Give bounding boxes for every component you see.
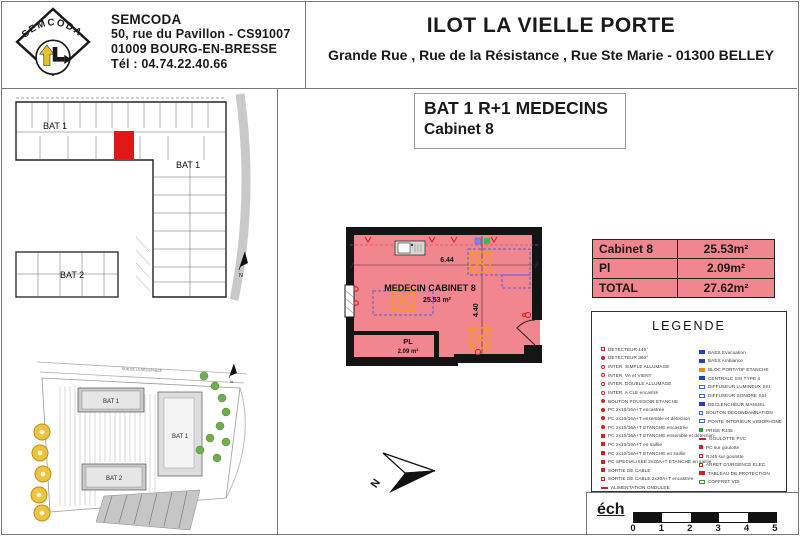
area-row-label: Cabinet 8 (593, 240, 678, 259)
sink-unit (395, 241, 425, 255)
north-letter: N (368, 476, 384, 491)
closet-name-label: PL (403, 337, 413, 346)
legend-item-label: PC 2x10/16A+T encastrée (608, 407, 665, 413)
legend-symbol-icon (601, 468, 605, 472)
legend-symbol-icon (601, 434, 605, 438)
left-column-divider (277, 88, 278, 534)
legend-item-label: INTER. SIMPLE ALLUMAGE (608, 364, 670, 370)
company-name: SEMCODA (111, 12, 182, 27)
legend-symbol-icon (699, 411, 703, 415)
legend-symbol-icon (601, 460, 605, 464)
legend-symbol-icon (699, 402, 705, 406)
legend-symbol-icon (601, 365, 605, 369)
legend-item (601, 457, 714, 466)
legend-symbol-icon (699, 463, 703, 467)
sheet-title-box (414, 93, 626, 149)
room-name-label: MEDECIN CABINET 8 (384, 283, 476, 293)
legend-symbol-icon (699, 445, 703, 449)
legend-item (601, 466, 714, 475)
closet-area-label: 2.09 m² (397, 349, 419, 355)
key-plan-hatch (136, 237, 150, 291)
legend-item (601, 345, 714, 354)
room-area-label: 25.53 m² (422, 297, 452, 304)
legend-item (601, 362, 714, 371)
room-floor-fill (348, 229, 540, 363)
legend-symbol-icon (601, 477, 605, 481)
legend-item (699, 408, 782, 417)
legend-item-label: DETECTEUR 140° (608, 346, 649, 352)
project-title: ILOT LA VIELLE PORTE (426, 14, 676, 37)
legend-item (601, 423, 714, 432)
legend-item (699, 357, 782, 366)
scale-segment (691, 513, 719, 522)
area-row-value: 27.62m² (678, 278, 775, 297)
legend-item (601, 354, 714, 363)
legend-item (601, 449, 714, 458)
site-plan-bat2-building (82, 464, 146, 490)
legend-item-label: BLOC PORTATIF ETANCHE (708, 367, 769, 373)
legend-symbol-icon (601, 408, 605, 412)
legend-right-column (699, 348, 782, 486)
legend-title: LEGENDE (652, 319, 726, 333)
area-row-value: 2.09m² (678, 259, 775, 278)
scale-segment (634, 513, 662, 522)
north-arrow-icon (365, 443, 443, 505)
legend-symbol-icon (601, 416, 605, 420)
legend-symbol-icon (699, 368, 705, 372)
area-row-label: Pl (593, 259, 678, 278)
legend-item (601, 388, 714, 397)
legend-symbol-icon (601, 347, 605, 351)
legend-item (601, 440, 714, 449)
legend-symbol-icon (601, 399, 605, 403)
company-address-block (111, 12, 290, 72)
project-title-block (306, 14, 796, 63)
legend-symbol-icon (699, 480, 705, 484)
scale-tick-label: 5 (772, 523, 778, 534)
scale-bar-box (586, 492, 798, 534)
company-address-line2: 01009 BOURG-EN-BRESSE (111, 42, 278, 56)
legend-symbol-icon (699, 394, 705, 398)
legend-item-label: BAES Evacuation (708, 349, 746, 355)
site-plan (12, 350, 277, 534)
legend-symbol-icon (699, 438, 706, 440)
legend-item-label: PC sur goulotte (706, 444, 740, 450)
legend-item-label: RJ45 sur goulotte (706, 453, 744, 459)
legend-item-label: CENTRALE SSI TYPE 4 (708, 375, 761, 381)
legend-item-label: PC 2x10/16A+T ensemble et détection (608, 415, 691, 421)
legend-item (601, 380, 714, 389)
legend-item (699, 348, 782, 357)
legend-symbol-icon (601, 356, 605, 360)
legend-item-label: PC 2x10/16A+T en saillie (608, 441, 663, 447)
legend-item-label: ARRET D'URGENCE ELEC. (706, 462, 767, 468)
site-plan-label-bat1-right: BAT 1 (171, 434, 189, 440)
scale-bar (633, 512, 777, 523)
legend-symbol-icon (601, 451, 605, 455)
legend-symbol-icon (601, 487, 608, 489)
legend-symbol-icon (699, 454, 703, 458)
legend-item-label: DETECTEUR 360° (608, 355, 649, 361)
legend-box (591, 311, 787, 492)
legend-left-column (601, 345, 714, 492)
legend-symbol-icon (699, 376, 705, 380)
scale-label: éch (597, 501, 625, 518)
legend-item (699, 365, 782, 374)
legend-item (699, 443, 782, 452)
legend-item (601, 371, 714, 380)
site-plan-bottom-hatch (96, 490, 200, 530)
legend-item (699, 383, 782, 392)
area-row-label: TOTAL (593, 278, 678, 297)
site-plan-bat1-right-building (158, 392, 202, 476)
legend-item-label: BOUTON DECONDAMNATION (706, 410, 773, 416)
legend-symbol-icon (699, 350, 705, 354)
legend-item (601, 483, 714, 492)
svg-text:N: N (230, 379, 233, 384)
legend-item (601, 431, 714, 440)
legend-item-label: BAES Ambiance (708, 358, 744, 364)
baes-symbol-icon (475, 238, 481, 244)
legend-item-label: INTER. DOUBLE ALLUMAGE (608, 381, 672, 387)
dim-height-label: 4.40 (473, 303, 480, 317)
area-table-row (593, 278, 775, 297)
legend-item (699, 417, 782, 426)
legend-symbol-icon (699, 359, 705, 363)
legend-item-label: COFFRET VDI (708, 479, 740, 485)
key-plan-label-bat1-right: BAT 1 (176, 160, 201, 170)
legend-item-label: SORTIE DE CABLE (608, 467, 651, 473)
legend-symbol-icon (601, 382, 605, 386)
logo-curved-text: SEMCODA (19, 17, 85, 41)
area-table-row (593, 259, 775, 278)
company-phone: Tél : 04.74.22.40.66 (111, 57, 228, 71)
scale-tick-label: 4 (743, 523, 750, 534)
site-plan-north-arrow-icon (229, 364, 237, 384)
legend-item-label: POSTE INTERIEUR VISIOPHONE (708, 418, 783, 424)
scale-segment (748, 513, 776, 522)
legend-item (601, 475, 714, 484)
dim-width-label: 6.44 (440, 257, 454, 264)
legend-item (601, 397, 714, 406)
site-plan-label-bat2: BAT 2 (105, 476, 123, 482)
legend-item (699, 426, 782, 435)
floor-plan (342, 225, 557, 403)
legend-item (699, 452, 782, 461)
key-plan-label-bat1-top: BAT 1 (43, 121, 68, 131)
header-divider (2, 88, 797, 89)
company-address-line1: 50, rue du Pavillon - CS91007 (111, 27, 291, 41)
legend-item-label: PC SPECIALISEE 2x20A+T ETANCHE en saillie (608, 459, 712, 465)
legend-symbol-icon (699, 471, 705, 475)
legend-item-label: DIFFUSEUR LUMINEUX SSI (708, 384, 771, 390)
legend-symbol-icon (699, 428, 703, 432)
legend-item (699, 478, 782, 487)
legend-item (699, 460, 782, 469)
site-plan-label-bat1-top: BAT 1 (102, 399, 120, 405)
legend-item-label: PC 2x10/16A+T ETANCHE encastrée (608, 424, 688, 430)
legend-item-label: DIFFUSEUR SONORE SSI (708, 393, 767, 399)
scale-tick-label: 2 (687, 523, 693, 534)
semcoda-logo (13, 6, 93, 86)
legend-symbol-icon (699, 385, 705, 389)
legend-symbol-icon (601, 373, 605, 377)
sheet-title-line1: BAT 1 R+1 MEDECINS (424, 98, 608, 118)
legend-item (699, 434, 782, 443)
key-plan-road (234, 94, 246, 300)
highlighted-unit-marker (114, 131, 134, 159)
legend-symbol-icon (601, 425, 605, 429)
legend-item-label: ALIMENTATION ONDULEE (611, 485, 670, 491)
legend-item (699, 391, 782, 400)
key-plan-label-bat2: BAT 2 (60, 270, 85, 280)
legend-item-label: INTER. VA et VIENT (608, 372, 652, 378)
legend-item-label: PRISE RJ45 (706, 427, 733, 433)
legend-symbol-icon (601, 391, 605, 395)
area-table-row (593, 240, 775, 259)
legend-item (699, 469, 782, 478)
project-subtitle: Grande Rue , Rue de la Résistance , Rue Ste Marie - 01300 BELLEY (328, 47, 774, 63)
sheet-title-line2: Cabinet 8 (424, 121, 494, 138)
svg-text:N: N (239, 273, 243, 279)
legend-item (699, 400, 782, 409)
site-plan-street-name: RUE DE LA RESISTANCE (121, 366, 163, 374)
legend-item (601, 414, 714, 423)
scale-tick-label: 3 (715, 523, 721, 534)
legend-symbol-icon (699, 419, 705, 423)
legend-item-label: GOULOTTE PVC (709, 436, 747, 442)
legend-symbol-icon (601, 442, 605, 446)
legend-item-label: BOUTON POUSSOIR ETANCHE (608, 398, 679, 404)
area-table (592, 239, 775, 298)
site-plan-bat1-top-building (78, 388, 144, 412)
legend-item-label: DECLENCHEUR MANUEL (708, 401, 766, 407)
green-symbol-icon (484, 238, 490, 244)
legend-item-label: TABLEAU DE PROTECTION (708, 470, 770, 476)
legend-item-label: SORTIE DE CABLE 2x20A+T encastrée (608, 476, 694, 482)
window (345, 285, 354, 317)
legend-item (699, 374, 782, 383)
legend-item-label: INTER. A CLE encastré (608, 390, 659, 396)
scale-segment (662, 513, 690, 522)
legend-item (601, 405, 714, 414)
legend-item-label: PC 2x10/16A+T ETANCHE en saillie (608, 450, 686, 456)
scale-segment (719, 513, 747, 522)
scale-tick-label: 1 (658, 523, 665, 534)
legend-item-label: PC 2x10/16A+T ETANCHE ensemble et détection (608, 433, 714, 439)
scale-tick-label: 0 (630, 523, 636, 534)
scale-ticks (627, 523, 781, 534)
area-row-value: 25.53m² (678, 240, 775, 259)
key-plan (8, 92, 270, 302)
